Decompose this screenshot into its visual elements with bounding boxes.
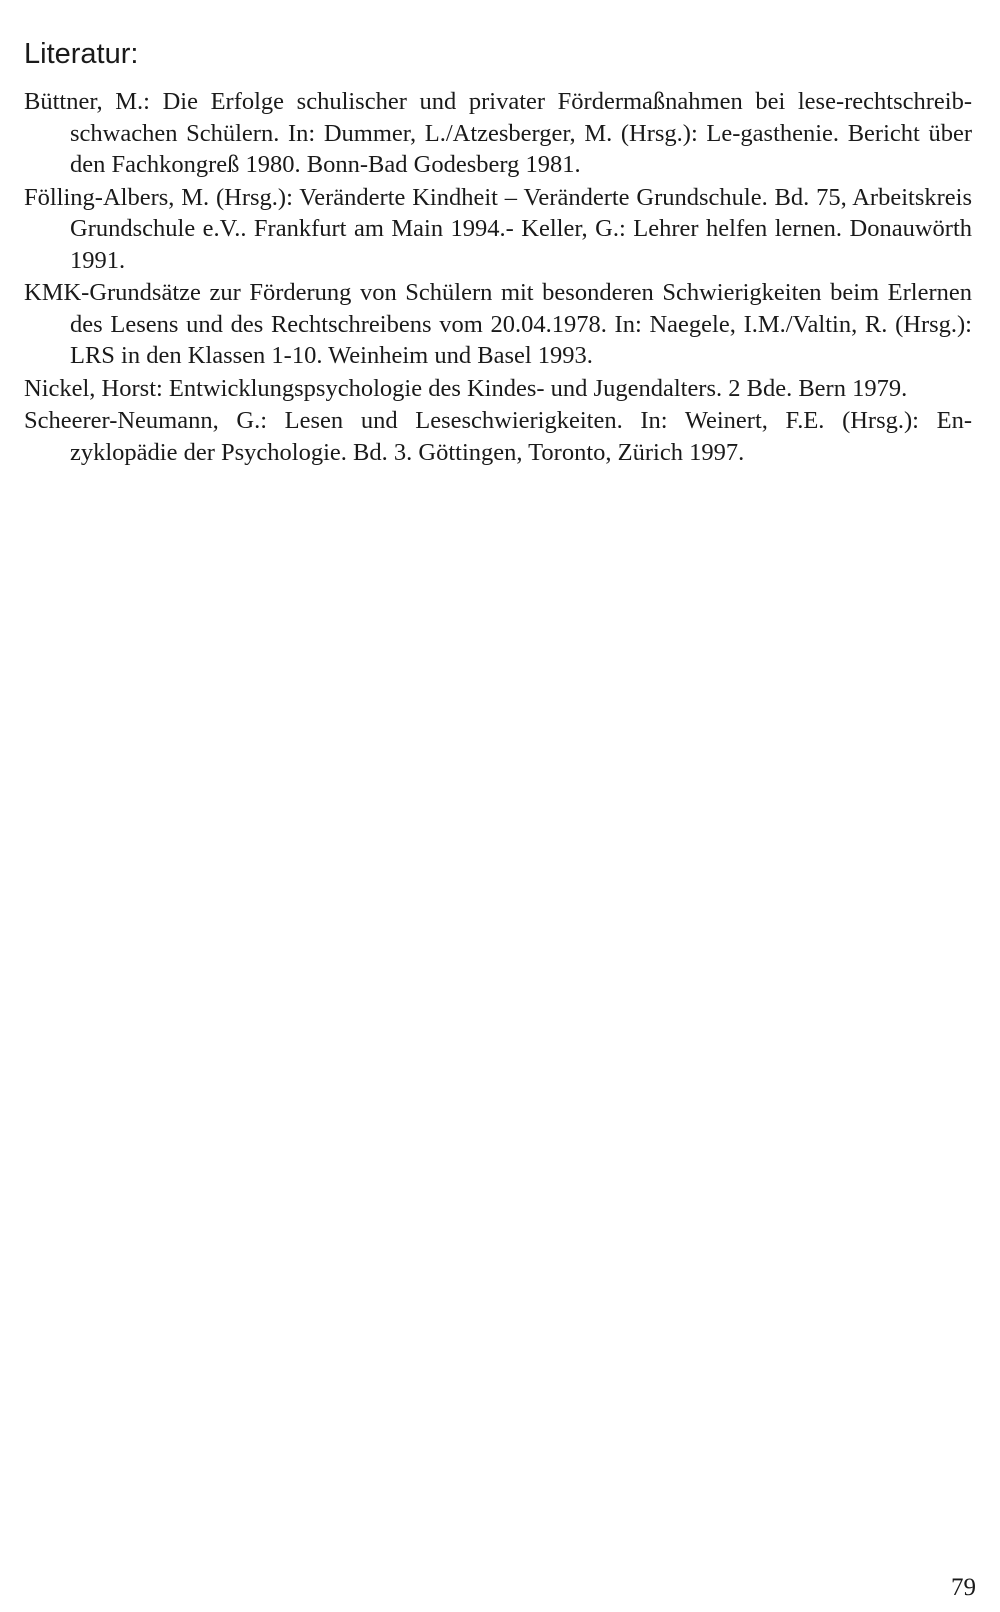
reference-list [24,86,972,469]
reference-entry: Scheerer-Neumann, G.: Lesen und Leseschwierigkeiten. In: Weinert, F.E. (Hrsg.): En-zyklopädie der Psychologie. Bd. 3. Göttingen, Toronto, Zürich 1997. [24,407,972,466]
reference-entry: Nickel, Horst: Entwicklungspsychologie des Kindes- und Jugendalters. 2 Bde. Bern 1979. [24,374,908,402]
section-heading: Literatur: [24,38,139,70]
page-number: 79 [951,1574,976,1601]
reference-entry: Büttner, M.: Die Erfolge schulischer und privater Fördermaßnahmen bei lese-rechtschreib-schwachen Schülern. In: Dummer, L./Atzesberger, M. (Hrsg.): Le-gasthenie. Bericht über den Fachkongreß 1980. Bonn-Bad Godesberg 1981. [24,88,972,178]
reference-entry: Fölling-Albers, M. (Hrsg.): Veränderte Kindheit – Veränderte Grundschule. Bd. 75, Arbeitskreis Grundschule e.V.. Frankfurt am Main 1994.- Keller, G.: Lehrer helfen lernen. Donauwörth 1991. [24,183,972,274]
reference-entry: KMK-Grundsätze zur Förderung von Schülern mit besonderen Schwierigkeiten beim Erlernen des Lesens und des Rechtschreibens vom 20.04.1978. In: Naegele, I.M./Valtin, R. (Hrsg.): LRS in den Klassen 1-10. Weinheim und Basel 1993. [24,279,972,369]
